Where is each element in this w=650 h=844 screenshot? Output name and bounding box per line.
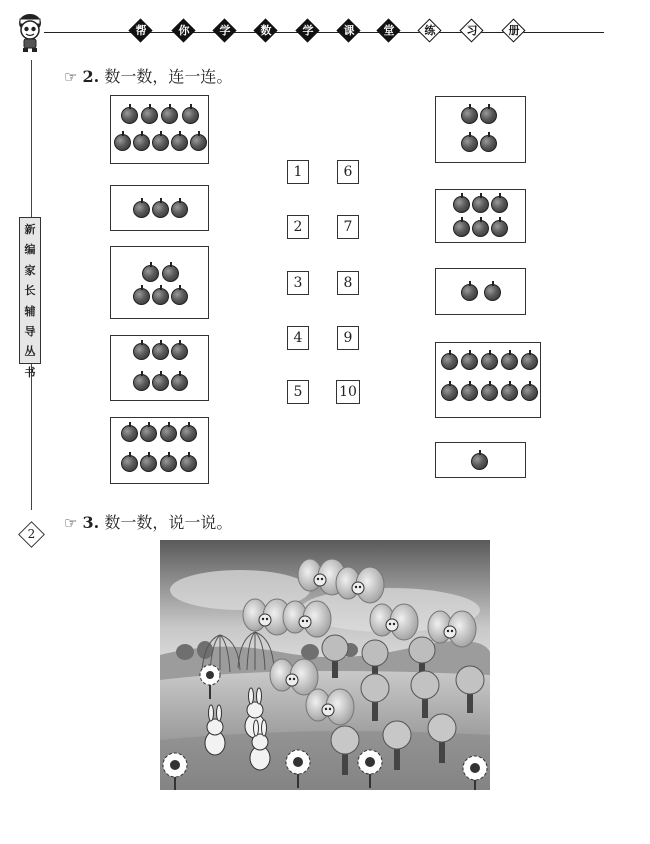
exercise-2-title — [64, 67, 232, 87]
header-title-char: 学 — [297, 20, 321, 44]
number-box[interactable]: 1 — [287, 160, 309, 184]
number-box[interactable]: 10 — [336, 380, 360, 404]
apple-icon — [121, 455, 138, 472]
apple-icon — [140, 425, 157, 442]
series-char: 新 — [24, 223, 36, 236]
apple-group-box[interactable] — [435, 342, 541, 418]
apple-icon — [160, 455, 177, 472]
apple-icon — [441, 384, 458, 401]
apple-icon — [521, 353, 538, 370]
pointing-hand-icon: ☞ — [64, 514, 78, 532]
header-title-char: 习 — [461, 20, 485, 44]
page-number: 2 — [18, 521, 46, 549]
apple-icon — [160, 425, 177, 442]
apple-group-box[interactable] — [110, 417, 209, 484]
header-title-char: 堂 — [378, 20, 402, 44]
apple-icon — [472, 196, 489, 213]
apple-icon — [133, 134, 150, 151]
apple-icon — [481, 384, 498, 401]
apple-icon — [484, 284, 501, 301]
apple-icon — [171, 343, 188, 360]
apple-icon — [133, 288, 150, 305]
series-label — [19, 217, 41, 379]
header-title-char: 练 — [419, 20, 443, 44]
apple-icon — [491, 220, 508, 237]
apple-icon — [453, 220, 470, 237]
number-box[interactable]: 2 — [287, 215, 309, 239]
number-box[interactable]: 3 — [287, 271, 309, 295]
apple-icon — [471, 453, 488, 470]
apple-icon — [461, 107, 478, 124]
number-box[interactable]: 5 — [287, 380, 309, 404]
exercise-number: 2. — [82, 67, 100, 86]
apple-icon — [453, 196, 470, 213]
apple-icon — [521, 384, 538, 401]
apple-icon — [171, 201, 188, 218]
apple-icon — [461, 353, 478, 370]
apple-icon — [121, 425, 138, 442]
apple-icon — [133, 201, 150, 218]
series-char: 丛 — [24, 345, 36, 359]
series-char: 导 — [24, 325, 36, 339]
apple-icon — [140, 455, 157, 472]
apple-icon — [180, 455, 197, 472]
header-title-char: 学 — [214, 20, 238, 44]
series-char: 书 — [24, 365, 36, 379]
header-mascot-icon — [14, 10, 46, 54]
apple-icon — [501, 353, 518, 370]
number-box[interactable]: 7 — [337, 215, 359, 239]
apple-icon — [114, 134, 131, 151]
apple-group-box[interactable] — [435, 442, 526, 478]
apple-icon — [133, 374, 150, 391]
apple-icon — [152, 288, 169, 305]
apple-icon — [481, 353, 498, 370]
apple-group-box[interactable] — [110, 185, 209, 231]
apple-icon — [141, 107, 158, 124]
pointing-hand-icon: ☞ — [64, 68, 78, 86]
apple-icon — [480, 107, 497, 124]
header-title-char: 帮 — [130, 20, 154, 44]
apple-icon — [461, 384, 478, 401]
series-char: 家 — [24, 263, 36, 277]
exercise-instruction: 数一数，说一说。 — [104, 513, 233, 532]
counting-scene-illustration — [160, 540, 490, 790]
number-box[interactable]: 4 — [287, 326, 309, 350]
apple-icon — [472, 220, 489, 237]
header-title-char: 你 — [173, 20, 197, 44]
apple-group-box[interactable] — [110, 335, 209, 401]
apple-icon — [480, 135, 497, 152]
series-char: 辅 — [24, 304, 36, 318]
exercise-number: 3. — [82, 513, 100, 532]
apple-icon — [190, 134, 207, 151]
apple-icon — [162, 265, 179, 282]
apple-icon — [133, 343, 150, 360]
apple-icon — [171, 288, 188, 305]
header-title-char: 数 — [255, 20, 279, 44]
number-box[interactable]: 9 — [337, 326, 359, 350]
apple-icon — [152, 374, 169, 391]
apple-icon — [152, 134, 169, 151]
number-box[interactable]: 6 — [337, 160, 359, 184]
apple-group-box[interactable] — [435, 268, 526, 315]
apple-group-box[interactable] — [435, 96, 526, 163]
header-title-char: 课 — [338, 20, 362, 44]
exercise-3-title — [64, 513, 232, 533]
apple-group-box[interactable] — [110, 95, 209, 164]
apple-icon — [491, 196, 508, 213]
apple-icon — [142, 265, 159, 282]
apple-icon — [152, 343, 169, 360]
apple-icon — [161, 107, 178, 124]
exercise-instruction: 数一数，连一连。 — [104, 67, 233, 86]
apple-icon — [182, 107, 199, 124]
apple-icon — [441, 353, 458, 370]
series-char: 长 — [24, 284, 36, 298]
header-title-char: 册 — [503, 20, 527, 44]
apple-icon — [461, 284, 478, 301]
apple-icon — [171, 134, 188, 151]
apple-group-box[interactable] — [110, 246, 209, 319]
series-char: 编 — [24, 243, 36, 257]
apple-group-box[interactable] — [435, 189, 526, 243]
number-box[interactable]: 8 — [337, 271, 359, 295]
apple-icon — [121, 107, 138, 124]
apple-icon — [171, 374, 188, 391]
apple-icon — [152, 201, 169, 218]
apple-icon — [180, 425, 197, 442]
apple-icon — [461, 135, 478, 152]
apple-icon — [501, 384, 518, 401]
